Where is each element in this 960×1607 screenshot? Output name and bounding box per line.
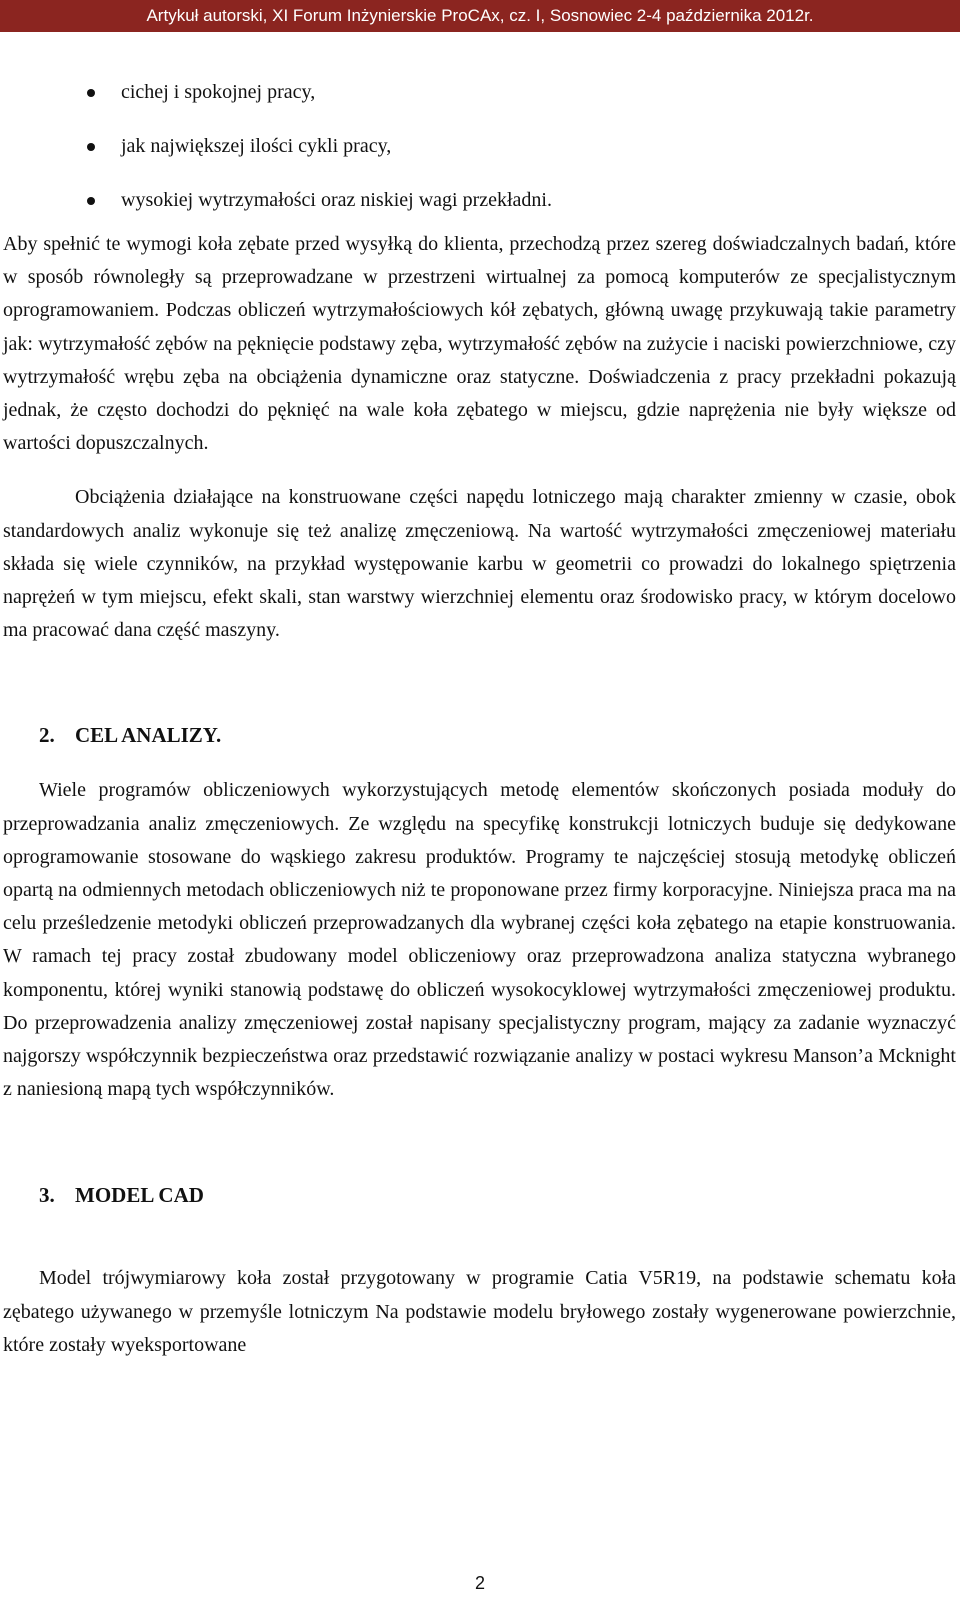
section-number: 3. bbox=[39, 1183, 55, 1208]
paragraph-cad: Model trójwymiarowy koła został przygotowany w programie Catia V5R19, na podstawie schematu koła zębatego używanego w przemyśle lotniczym Na podstawie modelu bryłowego zostały wygenerowane powierzchnie, które zostały wyeksportowane bbox=[3, 1267, 956, 1356]
section-number: 2. bbox=[39, 723, 55, 748]
section-heading-goal bbox=[3, 723, 956, 748]
list-item bbox=[3, 78, 956, 106]
bullet-icon bbox=[87, 89, 95, 97]
list-item-text: jak największej ilości cykli pracy, bbox=[121, 135, 392, 157]
paragraph-requirements: Aby spełnić te wymogi koła zębate przed wysyłką do klienta, przechodzą przez szereg doświadczalnych badań, które w sposób równoległy są przeprowadzane w przestrzeni wirtualnej za pomocą komputerów ze specjalistycznym oprogramowaniem. Podczas obliczeń wytrzymałościowych kół zębatych, główną uwagę przykuwają takie parametry jak: wytrzymałość zębów na pęknięcie podstawy zęba, wytrzymałość zębów na zużycie i naciski powierzchniowe, czy wytrzymałość wrębu zęba na obciążenia dynamiczne oraz statyczne. Doświadczenia z pracy przekładni pokazują jednak, że często dochodzi do pęknięć na wale koła zębatego w miejscu, gdzie naprężenia nie były większe od wartości dopuszczalnych. bbox=[3, 233, 956, 455]
list-item-text: wysokiej wytrzymałości oraz niskiej wagi przekładni. bbox=[121, 189, 552, 211]
section-heading-cad bbox=[3, 1183, 956, 1208]
bullet-icon bbox=[87, 143, 95, 151]
running-header: Artykuł autorski, XI Forum Inżynierskie ProCAx, cz. I, Sosnowiec 2-4 października 2012r. bbox=[0, 0, 960, 32]
bullet-icon bbox=[87, 197, 95, 205]
section-title: MODEL CAD bbox=[75, 1183, 204, 1208]
list-item bbox=[3, 186, 956, 214]
list-item bbox=[3, 132, 956, 160]
page-number: 2 bbox=[474, 1573, 485, 1593]
list-item-text: cichej i spokojnej pracy, bbox=[121, 81, 316, 103]
page-content bbox=[3, 78, 956, 1362]
paragraph-fatigue: Obciążenia działające na konstruowane części napędu lotniczego mają charakter zmienny w czasie, obok standardowych analiz wykonuje się też analizę zmęczeniową. Na wartość wytrzymałości zmęczeniowej materiału składa się wiele czynników, na przykład występowanie karbu w geometrii co prowadzi do lokalnego spiętrzenia naprężeń w tym miejscu, efekt skali, stan warstwy wierzchniej elementu oraz środowisko pracy, w którym docelowo ma pracować dana część maszyny. bbox=[3, 486, 956, 642]
section-title: CEL ANALIZY. bbox=[75, 723, 222, 748]
requirements-list bbox=[3, 78, 956, 214]
paragraph-goal: Wiele programów obliczeniowych wykorzystujących metodę elementów skończonych posiada moduły do przeprowadzania analiz zmęczeniowych. Ze względu na specyfikę konstrukcji lotniczych buduje się dedykowane oprogramowanie stosowane do wąskiego zakresu produktów. Programy te najczęściej stosują metodykę obliczeń opartą na odmiennych metodach obliczeniowych niż te proponowane przez firmy korporacyjne. Niniejsza praca ma na celu prześledzenie metodyki obliczeń przeprowadzanych dla wybranej części koła zębatego na etapie konstruowania. W ramach tej pracy został zbudowany model obliczeniowy oraz przeprowadzona analiza statyczna wybranego komponentu, której wyniki stanowią podstawę do obliczeń wysokocyklowej wytrzymałości zmęczeniowej produktu. Do przeprowadzenia analizy zmęczeniowej został napisany specjalistyczny program, mający za zadanie wyznaczyć najgorszy współczynnik bezpieczeństwa oraz przedstawić rozwiązanie analizy w postaci wykresu Manson’a Mcknight z naniesioną mapą tych współczynników. bbox=[3, 779, 956, 1101]
